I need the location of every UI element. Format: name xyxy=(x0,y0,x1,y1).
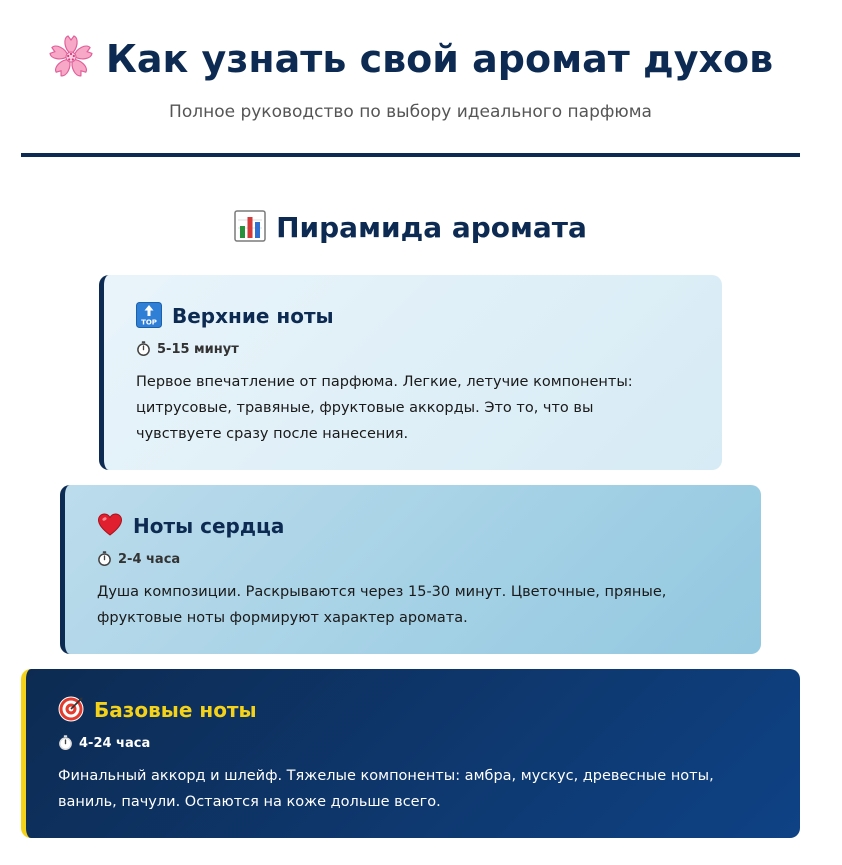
card-title xyxy=(58,695,768,725)
card-heart-notes xyxy=(60,485,761,654)
stopwatch-icon xyxy=(58,735,73,750)
card-description: Душа композиции. Раскрываются через 15-30 минут. Цветочные, пряные, фруктовые ноты формируют характер аромата. xyxy=(97,584,667,626)
card-duration xyxy=(58,735,768,753)
cherry-blossom-icon xyxy=(48,34,94,80)
svg-text:TOP: TOP xyxy=(141,318,157,327)
card-description: Первое впечатление от парфюма. Легкие, летучие компоненты: цитрусовые, травяные, фруктовые аккорды. Это то, что вы чувствуете сразу после нанесения. xyxy=(136,374,633,442)
stopwatch-icon xyxy=(97,551,112,566)
card-duration xyxy=(136,341,690,359)
red-heart-icon xyxy=(97,512,123,538)
page-title xyxy=(21,32,800,86)
card-title xyxy=(136,301,690,331)
page-subtitle: Полное руководство по выбору идеального парфюма xyxy=(169,102,652,122)
stopwatch-icon xyxy=(136,341,151,356)
card-duration xyxy=(97,551,729,569)
section-title-text: Пирамида аромата xyxy=(276,211,587,244)
card-title-text: Верхние ноты xyxy=(172,304,334,328)
card-duration-text: 5-15 минут xyxy=(157,342,239,357)
card-base-notes xyxy=(21,669,800,838)
card-description: Финальный аккорд и шлейф. Тяжелые компоненты: амбра, мускус, древесные ноты, ваниль, пачули. Остаются на коже дольше всего. xyxy=(58,768,714,810)
card-title-text: Базовые ноты xyxy=(94,698,257,722)
bar-chart-icon xyxy=(234,210,266,242)
target-icon xyxy=(58,696,84,722)
card-title-text: Ноты сердца xyxy=(133,514,285,538)
page-header xyxy=(21,0,800,157)
section-title xyxy=(0,208,821,248)
top-arrow-icon xyxy=(136,302,162,328)
card-duration-text: 2-4 часа xyxy=(118,552,181,567)
page-title-text: Как узнать свой аромат духов xyxy=(105,37,774,81)
card-duration-text: 4-24 часа xyxy=(79,736,151,751)
card-title xyxy=(97,511,729,541)
card-top-notes xyxy=(99,275,722,470)
